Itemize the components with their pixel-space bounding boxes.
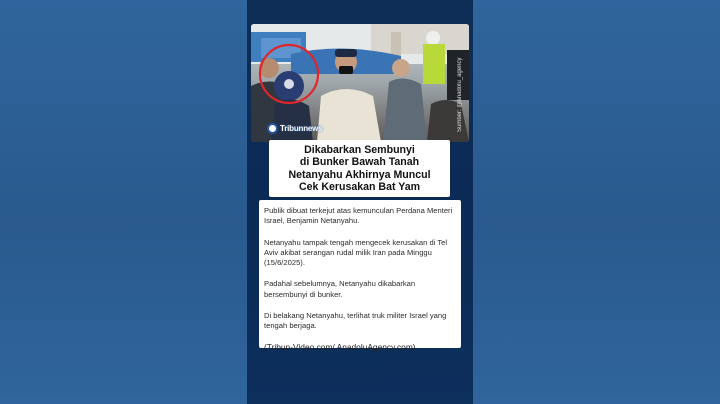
headline-line: Cek Kerusakan Bat Yam — [298, 180, 421, 193]
logo-mark-icon — [267, 123, 278, 134]
headline-line: Netanyahu Akhirnya Muncul — [288, 168, 431, 181]
body-paragraph: Di belakang Netanyahu, terlihat truk militer Israel yang tengah berjaga. — [264, 311, 447, 331]
right-blur-background — [473, 0, 720, 404]
news-body-card — [259, 200, 461, 352]
left-blur-background — [0, 0, 247, 404]
headline-line: Dikabarkan Sembunyi — [304, 143, 415, 156]
body-paragraph: Netanyahu tampak tengah mengecek kerusakan di Tel Aviv akibat serangan rudal milik Iran pada Minggu (15/6/2025). — [264, 237, 448, 268]
tribunnews-logo: Tribunnews — [267, 122, 322, 134]
source-credit: (Tribun-Video.com/ AnadoluAgency.com) — [264, 341, 416, 352]
news-video-frame[interactable] — [251, 24, 469, 142]
body-paragraph: Padahal sebelumnya, Netanyahu dikabarkan bersembunyi di bunker. — [264, 279, 416, 299]
headline-card — [269, 140, 450, 197]
source-watermark: Sumber: @anadolu_agency — [457, 57, 463, 132]
headline-line: di Bunker Bawah Tanah — [299, 156, 420, 169]
body-paragraph: Publik dibuat terkejut atas kemunculan Perdana Menteri Israel, Benjamin Netanyahu. — [264, 206, 453, 226]
